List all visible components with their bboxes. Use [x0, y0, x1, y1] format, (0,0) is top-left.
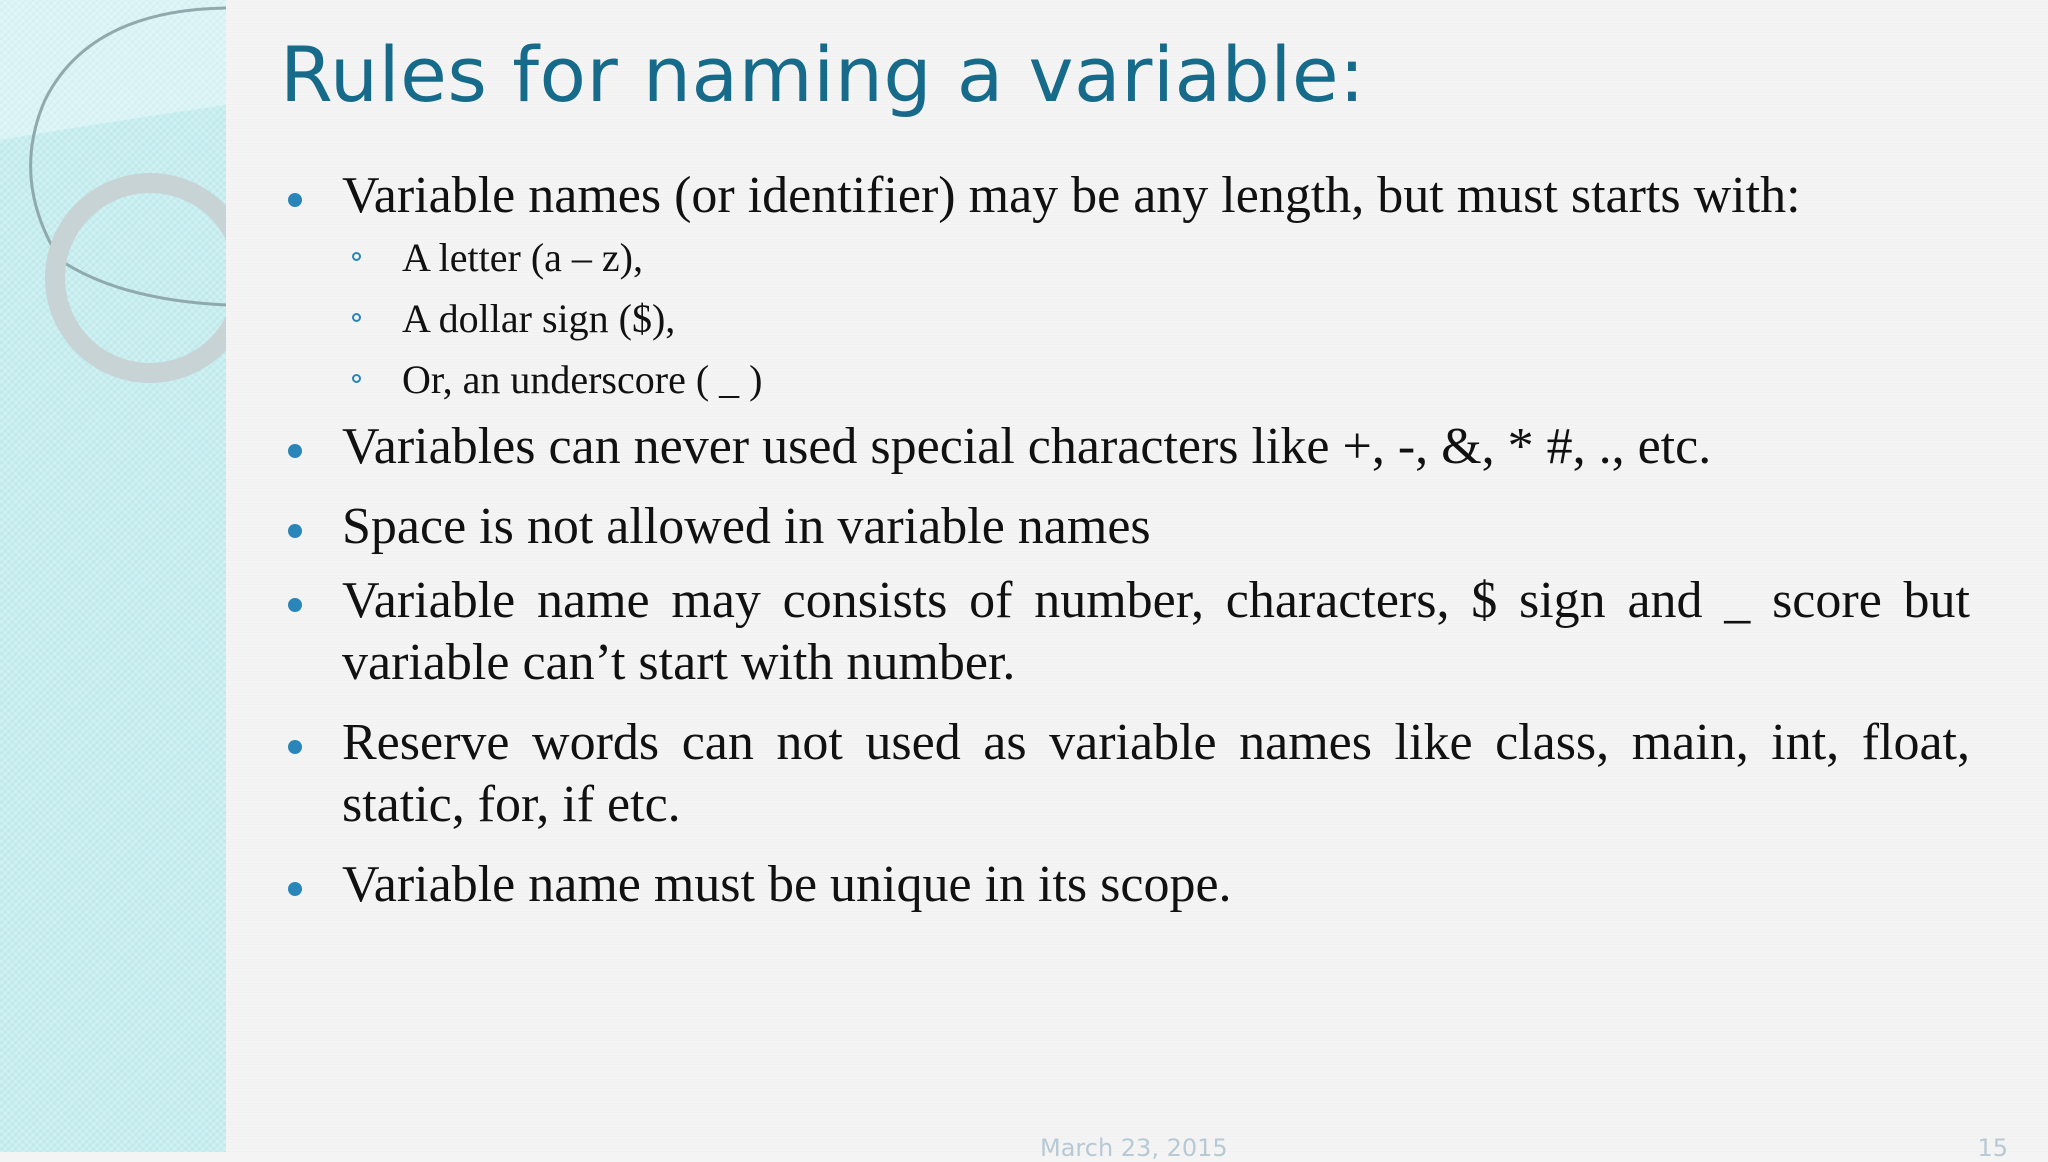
slide-number: 15 — [1977, 1134, 2008, 1162]
list-item — [280, 712, 1970, 836]
sub-bullet-text: A letter (a – z), — [402, 235, 643, 280]
sub-bullet-text: A dollar sign ($), — [402, 296, 676, 341]
list-item — [280, 570, 1970, 694]
list-item — [280, 165, 1970, 410]
ring-decoration — [0, 0, 226, 1152]
footer-date: March 23, 2015 — [1040, 1134, 1228, 1162]
sub-bullet-text: Or, an underscore ( _ ) — [402, 357, 763, 402]
hollow-bullet-icon — [352, 252, 361, 261]
list-item — [280, 854, 1970, 916]
bullet-text: Variable name must be unique in its scope. — [342, 856, 1232, 913]
decorative-sidebar — [0, 0, 230, 1152]
bullet-dot-icon — [288, 882, 302, 896]
hollow-bullet-icon — [352, 374, 361, 383]
list-item — [280, 416, 1970, 478]
bullet-text: Variable names (or identifier) may be any length, but must starts with: — [342, 167, 1801, 224]
bullet-text: Space is not allowed in variable names — [342, 498, 1151, 555]
bullet-text: Variables can never used special characters like +, -, &, * #, ., etc. — [342, 418, 1712, 475]
bullet-dot-icon — [288, 193, 302, 207]
slide-title: Rules for naming a variable: — [280, 30, 1366, 119]
bullet-list — [280, 165, 1970, 916]
sub-list-item — [280, 288, 1970, 349]
bullet-text: Reserve words can not used as variable names like class, main, int, float, static, for, if etc. — [342, 714, 1970, 833]
sub-list-item — [280, 227, 1970, 288]
bullet-text: Variable name may consists of number, characters, $ sign and _ score but variable can’t start with number. — [342, 572, 1970, 691]
bullet-dot-icon — [288, 524, 302, 538]
sub-bullet-list — [280, 227, 1970, 410]
list-item — [280, 496, 1970, 558]
bullet-dot-icon — [288, 740, 302, 754]
hollow-bullet-icon — [352, 313, 361, 322]
bullet-dot-icon — [288, 444, 302, 458]
sub-list-item — [280, 349, 1970, 410]
bullet-dot-icon — [288, 598, 302, 612]
